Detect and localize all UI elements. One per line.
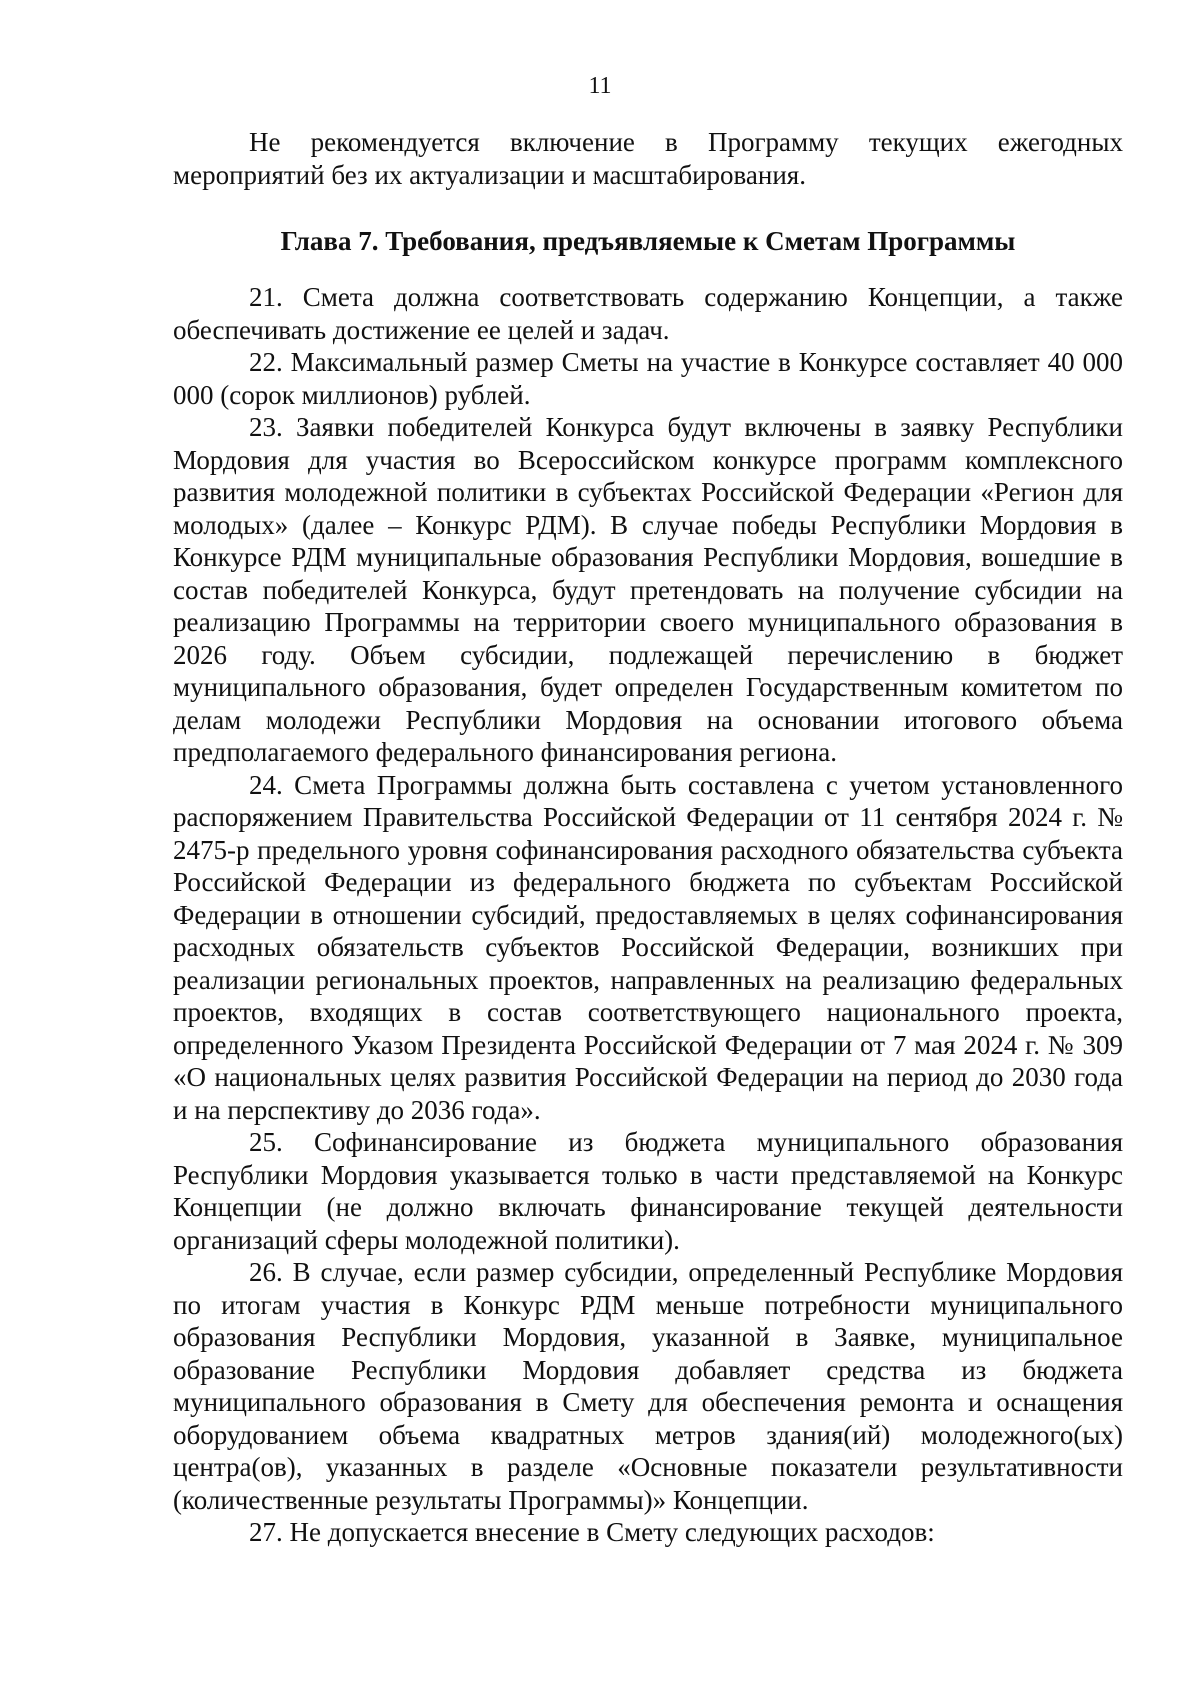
page-number: 11 <box>588 73 612 99</box>
paragraph-22: 22. Максимальный размер Сметы на участие в Конкурсе составляет 40 000 000 (сорок миллионов) рублей. <box>173 347 1123 410</box>
paragraph-24: 24. Смета Программы должна быть составлена с учетом установленного распоряжением Правительства Российской Федерации от 11 сентября 2024 г. № 2475-р предельного уровня софинансирования расходного обязательства субъекта Российской Федерации из федерального бюджета по субъектам Российской Федерации в отношении субсидий, предоставляемых в целях софинансирования расходных обязательств субъектов Российской Федерации, возникших при реализации региональных проектов, направленных на реализацию федеральных проектов, входящих в состав соответствующего национального проекта, определенного Указом Президента Российской Федерации от 7 мая 2024 г. № 309 «О национальных целях развития Российской Федерации на период до 2030 года и на перспективу до 2036 года». <box>173 769 1123 1125</box>
paragraph-26: 26. В случае, если размер субсидии, определенный Республике Мордовия по итогам участия в Конкурс РДМ меньше потребности муниципального образования Республики Мордовия, указанной в Заявке, муниципальное образование Республики Мордовия добавляет средства из бюджета муниципального образования в Смету для обеспечения ремонта и оснащения оборудованием объема квадратных метров здания(ий) молодежного(ых) центра(ов), указанных в разделе «Основные показатели результативности (количественные результаты Программы)» Концепции. <box>173 1257 1123 1515</box>
paragraph-23: 23. Заявки победителей Конкурса будут включены в заявку Республики Мордовия для участия во Всероссийском конкурсе программ комплексного развития молодежной политики в субъектах Российской Федерации «Регион для молодых» (далее – Конкурс РДМ). В случае победы Республики Мордовия в Конкурсе РДМ муниципальные образования Республики Мордовия, вошедшие в состав победителей Конкурса, будут претендовать на получение субсидии на реализацию Программы на территории своего муниципального образования в 2026 году. Объем субсидии, подлежащей перечислению в бюджет муниципального образования, будет определен Государственным комитетом по делам молодежи Республики Мордовия на основании итогового объема предполагаемого федерального финансирования региона. <box>173 412 1123 767</box>
paragraph-21: 21. Смета должна соответствовать содержанию Концепции, а также обеспечивать достижение ее целей и задач. <box>173 282 1123 345</box>
intro-paragraph: Не рекомендуется включение в Программу текущих ежегодных мероприятий без их актуализации и масштабирования. <box>173 127 1123 190</box>
document-body <box>173 126 1123 1549</box>
paragraph-27: 27. Не допускается внесение в Смету следующих расходов: <box>249 1517 935 1547</box>
chapter-heading: Глава 7. Требования, предъявляемые к Сметам Программы <box>280 226 1016 256</box>
paragraph-25: 25. Софинансирование из бюджета муниципального образования Республики Мордовия указывается только в части представляемой на Конкурс Концепции (не должно включать финансирование текущей деятельности организаций сферы молодежной политики). <box>173 1127 1123 1255</box>
